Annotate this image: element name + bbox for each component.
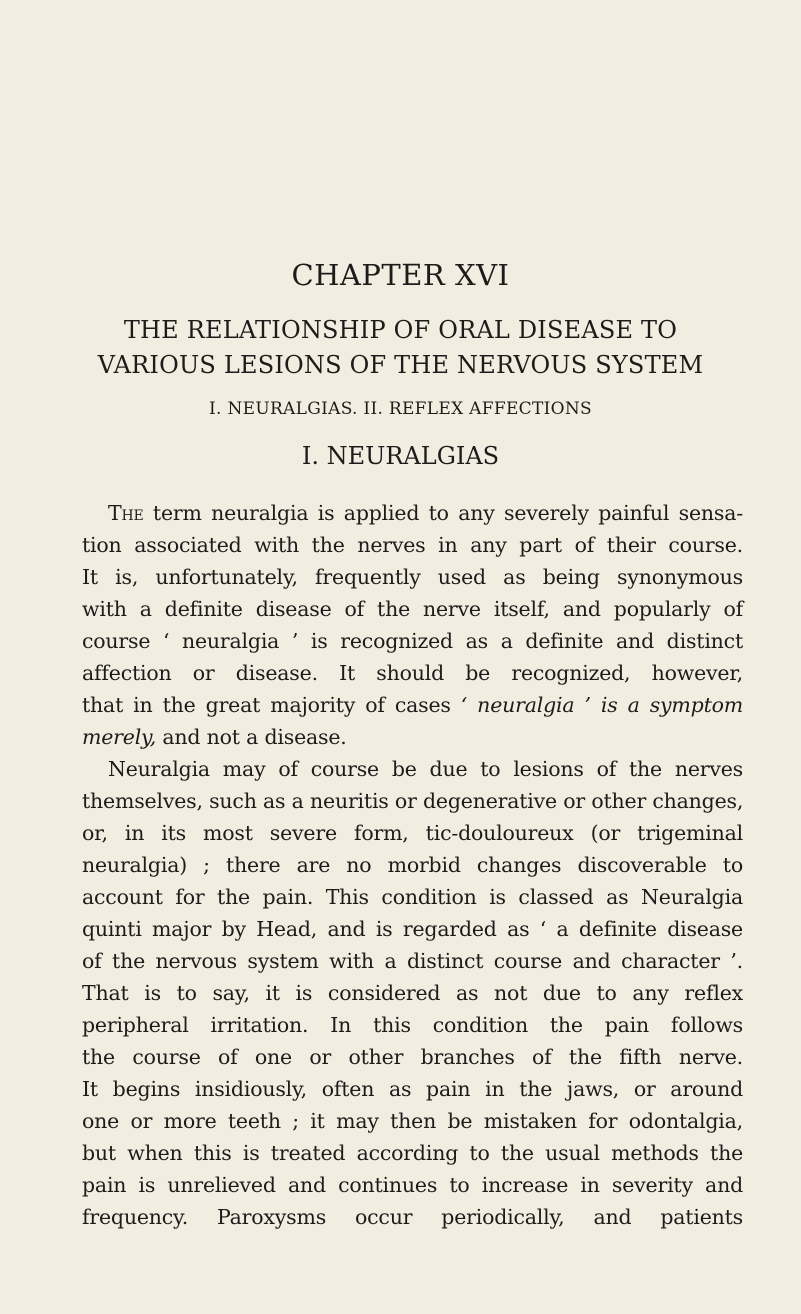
chapter-heading: CHAPTER XVI bbox=[291, 258, 510, 292]
chapter-title-line-1: THE RELATIONSHIP OF ORAL DISEASE TO bbox=[123, 316, 678, 344]
paragraph-2-line: neuralgia) ; there are no morbid changes discoverable to bbox=[82, 853, 743, 877]
paragraph-2-line: the course of one or other branches of the fifth nerve. bbox=[82, 1045, 743, 1069]
paragraph-1-line: The term neuralgia is applied to any severely painful sensa- bbox=[108, 501, 743, 525]
paragraph-1-line: affection or disease. It should be recognized, however, bbox=[82, 661, 743, 685]
paragraph-2-line: themselves, such as a neuritis or degenerative or other changes, bbox=[82, 789, 744, 813]
lead-word: The bbox=[108, 501, 144, 525]
paragraph-1-line: tion associated with the nerves in any part of their course. bbox=[82, 533, 743, 557]
italic-phrase: ‘ neuralgia ’ is a symptom bbox=[460, 693, 743, 717]
paragraph-2-line: It begins insidiously, often as pain in the jaws, or around bbox=[82, 1077, 743, 1101]
paragraph-2-line: one or more teeth ; it may then be mistaken for odontalgia, bbox=[82, 1109, 743, 1133]
paragraph-2-line: but when this is treated according to the usual methods the bbox=[82, 1141, 743, 1165]
paragraph-2-line: peripheral irritation. In this condition the pain follows bbox=[82, 1013, 743, 1037]
paragraph-2-line: or, in its most severe form, tic-douloureux (or trigeminal bbox=[82, 821, 743, 845]
paragraph-1-line: It is, unfortunately, frequently used as being synonymous bbox=[82, 565, 743, 589]
paragraph-2-line: of the nervous system with a distinct course and character ’. bbox=[82, 949, 743, 973]
chapter-title-line-2: VARIOUS LESIONS OF THE NERVOUS SYSTEM bbox=[97, 351, 704, 379]
paragraph-2-line: account for the pain. This condition is classed as Neuralgia bbox=[82, 885, 743, 909]
paragraph-1-last-line: merely, and not a disease. bbox=[82, 725, 347, 749]
paragraph-2-line: quinti major by Head, and is regarded as ‘ a definite disease bbox=[82, 917, 743, 941]
paragraph-2-line: pain is unrelieved and continues to increase in severity and bbox=[82, 1173, 743, 1197]
paragraph-1-line: course ‘ neuralgia ’ is recognized as a definite and distinct bbox=[82, 629, 743, 653]
paragraph-1-line: that in the great majority of cases ‘ neuralgia ’ is a symptom bbox=[82, 693, 743, 717]
paragraph-2-line: That is to say, it is considered as not due to any reflex bbox=[82, 981, 743, 1005]
chapter-contents-subtitle: I. NEURALGIAS. II. REFLEX AFFECTIONS bbox=[209, 399, 592, 419]
section-heading: I. NEURALGIAS bbox=[301, 442, 500, 470]
italic-word: merely, bbox=[82, 725, 157, 749]
paragraph-2-line: frequency. Paroxysms occur periodically, and patients bbox=[82, 1205, 743, 1229]
paragraph-1-line: with a definite disease of the nerve itself, and popularly of bbox=[82, 597, 743, 621]
paragraph-2-line: Neuralgia may of course be due to lesions of the nerves bbox=[108, 757, 743, 781]
